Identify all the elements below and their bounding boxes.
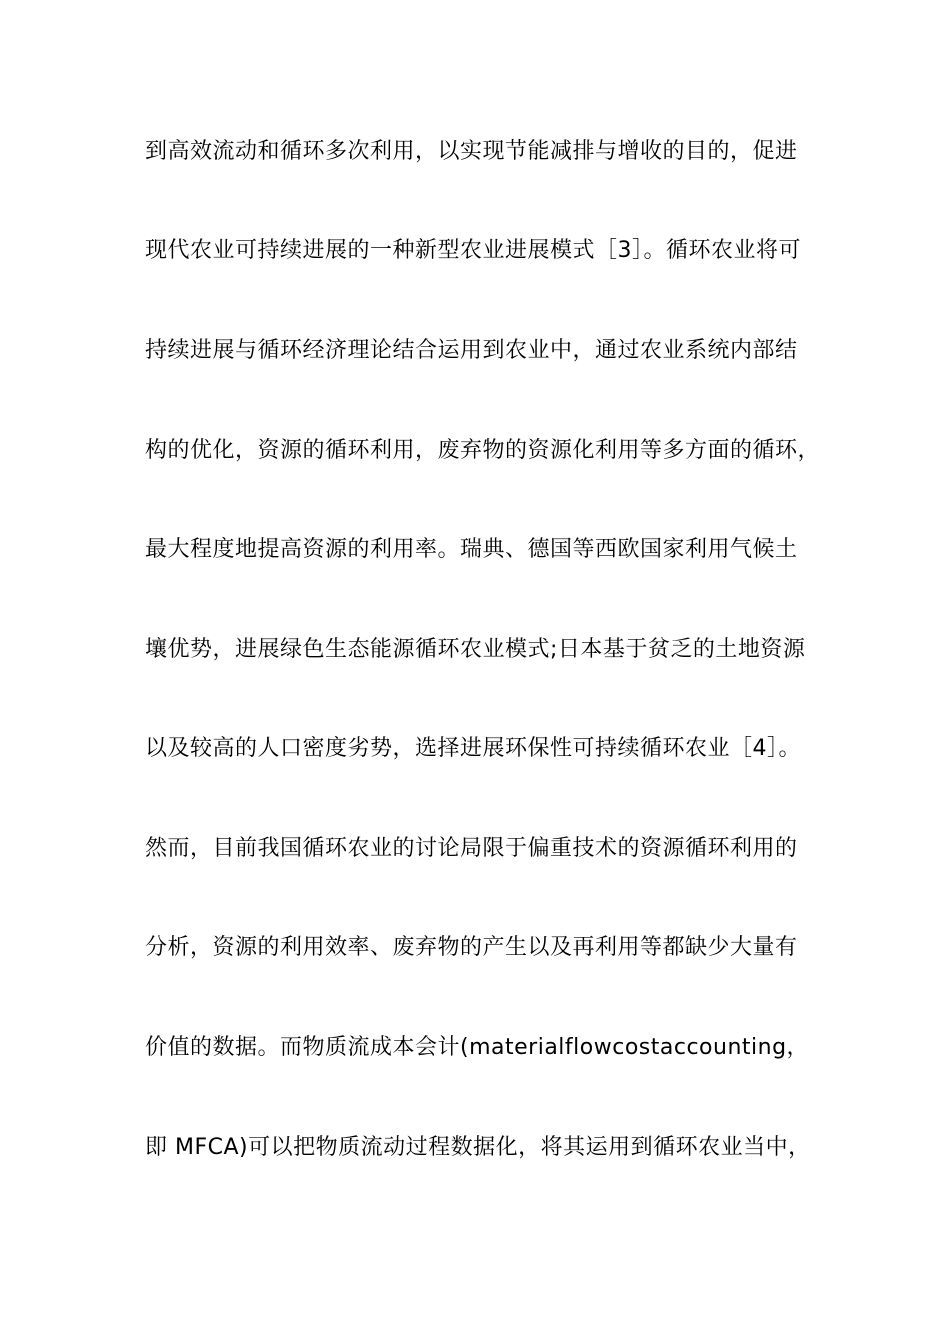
body-text-line: 然而，目前我国循环农业的讨论局限于偏重技术的资源循环利用的 (145, 836, 798, 861)
body-text-line: 价值的数据。而物质流成本会计(materialflowcostaccounting， (145, 1035, 810, 1060)
body-text-line: 构的优化，资源的循环利用，废弃物的资源化利用等多方面的循环， (145, 438, 821, 463)
body-text-line: 分析，资源的利用效率、废弃物的产生以及再利用等都缺少大量有 (145, 935, 798, 960)
body-text-line: 以及较高的人口密度劣势，选择进展环保性可持续循环农业［4］。 (145, 736, 801, 761)
body-text-line: 壤优势，进展绿色生态能源循环农业模式;日本基于贫乏的土地资源 (145, 637, 806, 662)
body-text-line: 即 MFCA)可以把物质流动过程数据化，将其运用到循环农业当中， (145, 1135, 811, 1160)
body-text-line: 到高效流动和循环多次利用，以实现节能减排与增收的目的，促进 (145, 139, 798, 164)
body-text-line: 最大程度地提高资源的利用率。瑞典、德国等西欧国家利用气候土 (145, 537, 798, 562)
body-text-line: 持续进展与循环经济理论结合运用到农业中，通过农业系统内部结 (145, 338, 798, 363)
body-text-line: 现代农业可持续进展的一种新型农业进展模式［3］。循环农业将可 (145, 238, 801, 263)
